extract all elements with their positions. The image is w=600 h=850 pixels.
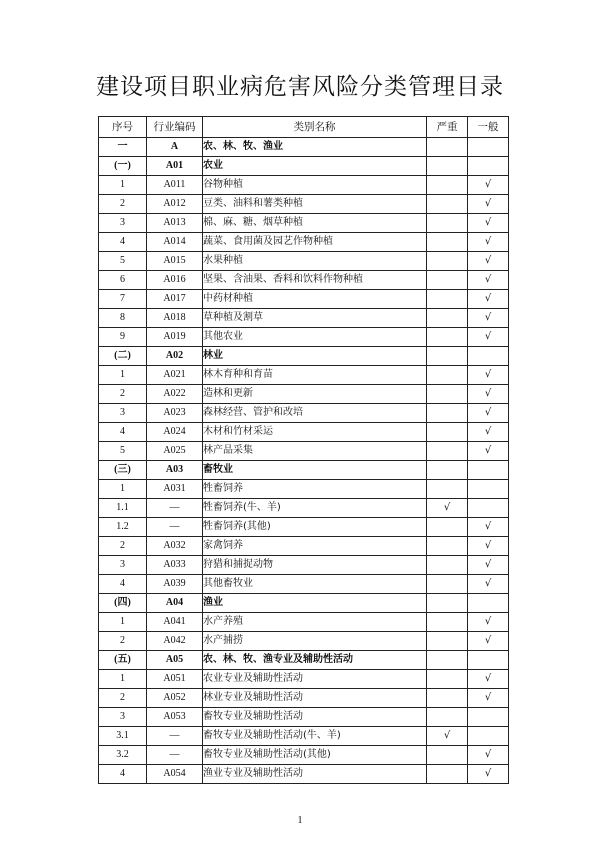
table-row (99, 632, 509, 651)
cell-severe-mark (427, 613, 468, 632)
cell-general-mark (468, 157, 509, 176)
cell-severe-mark (427, 461, 468, 480)
table-row (99, 290, 509, 309)
cell-category-name: 中药材种植 (203, 290, 427, 309)
cell-general-mark: √ (468, 518, 509, 537)
cell-severe-mark (427, 442, 468, 461)
cell-seq: 4 (99, 765, 147, 784)
header-seq: 序号 (99, 117, 147, 138)
cell-category-name: 林业 (203, 347, 427, 366)
category-row (99, 651, 509, 670)
cell-general-mark (468, 461, 509, 480)
table-row (99, 271, 509, 290)
cell-severe-mark (427, 670, 468, 689)
cell-seq: 3 (99, 404, 147, 423)
cell-general-mark: √ (468, 670, 509, 689)
cell-general-mark: √ (468, 214, 509, 233)
cell-industry-code: A05 (147, 651, 203, 670)
cell-severe-mark (427, 347, 468, 366)
cell-category-name: 渔业 (203, 594, 427, 613)
cell-industry-code: A023 (147, 404, 203, 423)
cell-industry-code: A (147, 138, 203, 157)
cell-general-mark (468, 594, 509, 613)
cell-seq: 1.1 (99, 499, 147, 518)
cell-general-mark (468, 708, 509, 727)
table-row (99, 214, 509, 233)
cell-seq: 8 (99, 309, 147, 328)
cell-severe-mark (427, 556, 468, 575)
header-severe: 严重 (427, 117, 468, 138)
table-row (99, 670, 509, 689)
cell-industry-code: A04 (147, 594, 203, 613)
cell-severe-mark (427, 746, 468, 765)
cell-category-name: 畜牧业 (203, 461, 427, 480)
table-row (99, 328, 509, 347)
cell-severe-mark: √ (427, 727, 468, 746)
cell-seq: 2 (99, 632, 147, 651)
table-row (99, 727, 509, 746)
cell-industry-code: A021 (147, 366, 203, 385)
table-row (99, 480, 509, 499)
cell-category-name: 牲畜饲养(牛、羊) (203, 499, 427, 518)
cell-seq: 5 (99, 252, 147, 271)
cell-general-mark: √ (468, 537, 509, 556)
cell-category-name: 其他畜牧业 (203, 575, 427, 594)
header-general: 一般 (468, 117, 509, 138)
cell-severe-mark (427, 366, 468, 385)
cell-industry-code: A011 (147, 176, 203, 195)
cell-seq: (二) (99, 347, 147, 366)
cell-category-name: 豆类、油料和薯类种植 (203, 195, 427, 214)
cell-category-name: 林产品采集 (203, 442, 427, 461)
table-header-row (99, 117, 509, 138)
cell-industry-code: A015 (147, 252, 203, 271)
cell-severe-mark (427, 518, 468, 537)
cell-category-name: 木材和竹材采运 (203, 423, 427, 442)
cell-industry-code: A032 (147, 537, 203, 556)
cell-category-name: 家禽饲养 (203, 537, 427, 556)
cell-severe-mark (427, 328, 468, 347)
header-category-name: 类别名称 (203, 117, 427, 138)
cell-severe-mark (427, 537, 468, 556)
cell-seq: 2 (99, 689, 147, 708)
cell-category-name: 畜牧专业及辅助性活动(牛、羊) (203, 727, 427, 746)
cell-general-mark: √ (468, 385, 509, 404)
category-row (99, 347, 509, 366)
table-row (99, 423, 509, 442)
cell-seq: 6 (99, 271, 147, 290)
cell-industry-code: A022 (147, 385, 203, 404)
cell-category-name: 水果种植 (203, 252, 427, 271)
cell-industry-code: A039 (147, 575, 203, 594)
risk-classification-table (98, 116, 509, 784)
cell-seq: 3 (99, 708, 147, 727)
cell-seq: 1 (99, 613, 147, 632)
table-row (99, 556, 509, 575)
cell-general-mark (468, 480, 509, 499)
cell-seq: 2 (99, 537, 147, 556)
table-row (99, 499, 509, 518)
cell-severe-mark (427, 708, 468, 727)
cell-severe-mark (427, 765, 468, 784)
cell-category-name: 牲畜饲养(其他) (203, 518, 427, 537)
cell-category-name: 农业专业及辅助性活动 (203, 670, 427, 689)
cell-industry-code: A013 (147, 214, 203, 233)
cell-general-mark: √ (468, 290, 509, 309)
cell-general-mark (468, 138, 509, 157)
cell-industry-code: A031 (147, 480, 203, 499)
cell-seq: (三) (99, 461, 147, 480)
cell-industry-code: — (147, 746, 203, 765)
cell-seq: 2 (99, 385, 147, 404)
cell-general-mark: √ (468, 613, 509, 632)
cell-general-mark: √ (468, 765, 509, 784)
cell-general-mark: √ (468, 233, 509, 252)
cell-general-mark: √ (468, 252, 509, 271)
cell-category-name: 其他农业 (203, 328, 427, 347)
cell-general-mark: √ (468, 271, 509, 290)
cell-general-mark: √ (468, 632, 509, 651)
cell-category-name: 农、林、牧、渔业 (203, 138, 427, 157)
cell-seq: 4 (99, 423, 147, 442)
cell-severe-mark (427, 594, 468, 613)
cell-category-name: 狩猎和捕捉动物 (203, 556, 427, 575)
cell-general-mark: √ (468, 746, 509, 765)
cell-severe-mark: √ (427, 499, 468, 518)
cell-industry-code: A053 (147, 708, 203, 727)
cell-category-name: 农业 (203, 157, 427, 176)
cell-industry-code: A052 (147, 689, 203, 708)
page-title: 建设项目职业病危害风险分类管理目录 (96, 74, 504, 100)
cell-industry-code: A017 (147, 290, 203, 309)
cell-severe-mark (427, 214, 468, 233)
cell-general-mark (468, 347, 509, 366)
cell-industry-code: — (147, 499, 203, 518)
cell-seq: 1 (99, 480, 147, 499)
cell-seq: 4 (99, 575, 147, 594)
cell-category-name: 坚果、含油果、香料和饮料作物种植 (203, 271, 427, 290)
table-row (99, 233, 509, 252)
table-row (99, 537, 509, 556)
table-row (99, 404, 509, 423)
cell-industry-code: A018 (147, 309, 203, 328)
cell-seq: 5 (99, 442, 147, 461)
table-row (99, 176, 509, 195)
cell-industry-code: A012 (147, 195, 203, 214)
page-number: 1 (297, 815, 303, 826)
cell-seq: 7 (99, 290, 147, 309)
cell-category-name: 畜牧专业及辅助性活动 (203, 708, 427, 727)
cell-severe-mark (427, 252, 468, 271)
cell-industry-code: A016 (147, 271, 203, 290)
cell-category-name: 造林和更新 (203, 385, 427, 404)
cell-category-name: 水产养殖 (203, 613, 427, 632)
cell-general-mark: √ (468, 689, 509, 708)
table-row (99, 575, 509, 594)
cell-severe-mark (427, 480, 468, 499)
cell-industry-code: A051 (147, 670, 203, 689)
cell-seq: (一) (99, 157, 147, 176)
cell-seq: (四) (99, 594, 147, 613)
table-body (99, 138, 509, 784)
table-row (99, 765, 509, 784)
cell-industry-code: A025 (147, 442, 203, 461)
cell-severe-mark (427, 290, 468, 309)
cell-industry-code: — (147, 727, 203, 746)
cell-severe-mark (427, 138, 468, 157)
cell-industry-code: A041 (147, 613, 203, 632)
cell-severe-mark (427, 423, 468, 442)
cell-general-mark (468, 727, 509, 746)
cell-seq: (五) (99, 651, 147, 670)
table-row (99, 195, 509, 214)
cell-category-name: 农、林、牧、渔专业及辅助性活动 (203, 651, 427, 670)
cell-category-name: 畜牧专业及辅助性活动(其他) (203, 746, 427, 765)
cell-category-name: 草种植及割草 (203, 309, 427, 328)
cell-general-mark: √ (468, 575, 509, 594)
cell-general-mark: √ (468, 328, 509, 347)
cell-general-mark: √ (468, 556, 509, 575)
cell-severe-mark (427, 233, 468, 252)
table-row (99, 613, 509, 632)
table-row (99, 746, 509, 765)
cell-general-mark: √ (468, 309, 509, 328)
cell-industry-code: A033 (147, 556, 203, 575)
category-row (99, 157, 509, 176)
cell-category-name: 蔬菜、食用菌及园艺作物种植 (203, 233, 427, 252)
category-row (99, 594, 509, 613)
cell-severe-mark (427, 309, 468, 328)
cell-category-name: 牲畜饲养 (203, 480, 427, 499)
cell-seq: 3 (99, 214, 147, 233)
table-row (99, 442, 509, 461)
cell-severe-mark (427, 385, 468, 404)
cell-general-mark: √ (468, 442, 509, 461)
category-row (99, 138, 509, 157)
cell-severe-mark (427, 651, 468, 670)
cell-seq: 3 (99, 556, 147, 575)
cell-industry-code: A042 (147, 632, 203, 651)
category-row (99, 461, 509, 480)
cell-severe-mark (427, 689, 468, 708)
header-industry-code: 行业编码 (147, 117, 203, 138)
cell-general-mark: √ (468, 176, 509, 195)
cell-severe-mark (427, 404, 468, 423)
cell-severe-mark (427, 157, 468, 176)
cell-severe-mark (427, 271, 468, 290)
cell-general-mark: √ (468, 423, 509, 442)
cell-category-name: 棉、麻、糖、烟草种植 (203, 214, 427, 233)
table-row (99, 708, 509, 727)
cell-seq: 1 (99, 670, 147, 689)
cell-category-name: 谷物种植 (203, 176, 427, 195)
cell-category-name: 森林经营、管护和改培 (203, 404, 427, 423)
table-row (99, 518, 509, 537)
cell-severe-mark (427, 575, 468, 594)
table-row (99, 385, 509, 404)
cell-seq: 1 (99, 176, 147, 195)
cell-seq: 1 (99, 366, 147, 385)
cell-industry-code: A01 (147, 157, 203, 176)
cell-industry-code: A019 (147, 328, 203, 347)
cell-general-mark: √ (468, 366, 509, 385)
cell-general-mark: √ (468, 195, 509, 214)
table-row (99, 366, 509, 385)
cell-seq: 2 (99, 195, 147, 214)
cell-category-name: 水产捕捞 (203, 632, 427, 651)
cell-industry-code: A03 (147, 461, 203, 480)
cell-severe-mark (427, 195, 468, 214)
table-row (99, 252, 509, 271)
cell-seq: 1.2 (99, 518, 147, 537)
cell-seq: 3.1 (99, 727, 147, 746)
cell-general-mark: √ (468, 404, 509, 423)
cell-category-name: 林业专业及辅助性活动 (203, 689, 427, 708)
cell-seq: 一 (99, 138, 147, 157)
cell-category-name: 渔业专业及辅助性活动 (203, 765, 427, 784)
cell-severe-mark (427, 176, 468, 195)
cell-general-mark (468, 651, 509, 670)
cell-industry-code: — (147, 518, 203, 537)
cell-industry-code: A014 (147, 233, 203, 252)
cell-severe-mark (427, 632, 468, 651)
cell-seq: 3.2 (99, 746, 147, 765)
cell-industry-code: A024 (147, 423, 203, 442)
cell-seq: 9 (99, 328, 147, 347)
table-row (99, 689, 509, 708)
cell-seq: 4 (99, 233, 147, 252)
cell-category-name: 林木育种和育苗 (203, 366, 427, 385)
cell-general-mark (468, 499, 509, 518)
cell-industry-code: A02 (147, 347, 203, 366)
cell-industry-code: A054 (147, 765, 203, 784)
table-row (99, 309, 509, 328)
